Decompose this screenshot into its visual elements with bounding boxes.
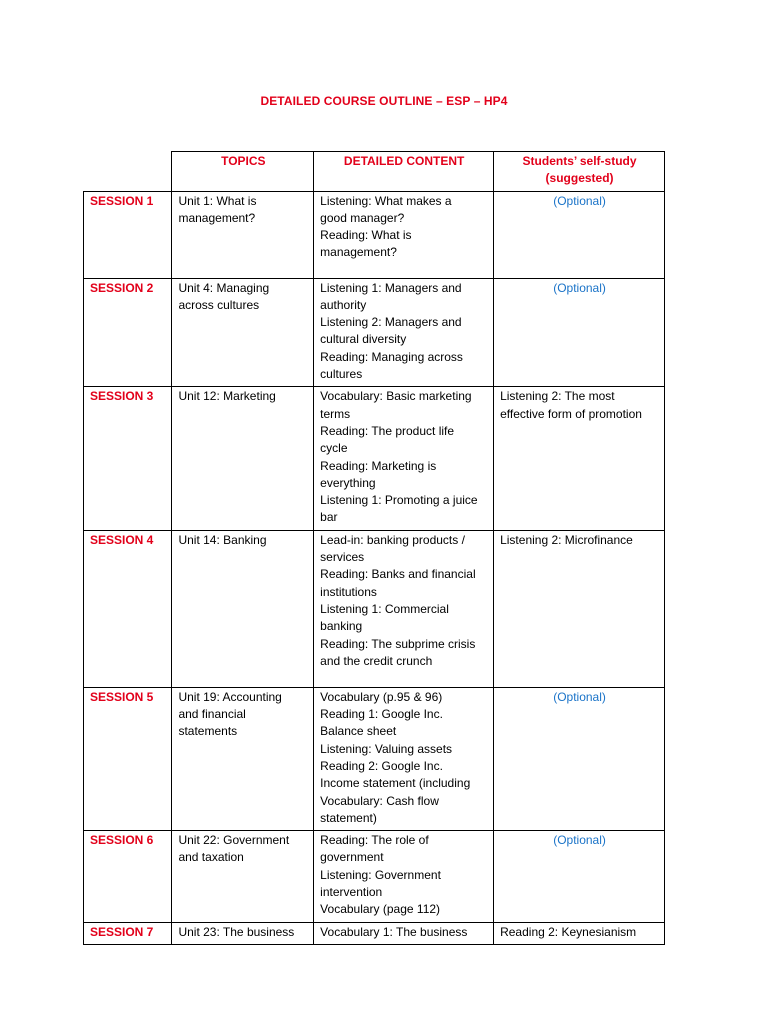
content-cell-line: Balance sheet xyxy=(320,724,397,739)
topic-cell-line: Unit 1: What is xyxy=(178,193,257,208)
content-cell-line: Reading: Managing across xyxy=(320,349,463,364)
table-row xyxy=(84,530,665,687)
topic-cell xyxy=(172,191,314,278)
content-cell-line: Listening 1: Promoting a juice xyxy=(320,493,478,508)
session-label: SESSION 7 xyxy=(84,922,172,944)
content-cell-line: management? xyxy=(320,245,397,260)
content-cell xyxy=(314,191,494,278)
content-cell xyxy=(314,530,494,687)
table-row xyxy=(84,387,665,530)
content-cell-line: Listening 2: Managers and xyxy=(320,315,462,330)
document-title: DETAILED COURSE OUTLINE – ESP – HP4 xyxy=(260,94,508,108)
content-cell-line: Vocabulary: Cash flow xyxy=(320,793,439,808)
content-cell-line: Reading: The subprime crisis xyxy=(320,636,476,651)
content-cell-line: Vocabulary: Basic marketing xyxy=(320,389,472,404)
self-study-cell-line: Listening 2: Microfinance xyxy=(500,532,633,547)
table-corner-cell xyxy=(84,152,172,192)
content-cell-line: Reading: Banks and financial xyxy=(320,567,476,582)
table-row xyxy=(84,687,665,830)
topic-cell-line: Unit 12: Marketing xyxy=(178,389,276,404)
topic-cell-line: statements xyxy=(178,724,238,739)
self-study-cell-line: (Optional) xyxy=(553,689,606,704)
self-study-cell-line: Listening 2: The most xyxy=(500,389,615,404)
content-cell-line: Reading: Marketing is xyxy=(320,458,437,473)
self-study-cell xyxy=(494,831,665,922)
topic-cell xyxy=(172,687,314,830)
self-study-cell xyxy=(494,687,665,830)
topic-cell xyxy=(172,530,314,687)
course-outline-table xyxy=(83,151,665,945)
header-topics: TOPICS xyxy=(172,152,314,192)
content-cell-line: institutions xyxy=(320,584,377,599)
self-study-cell xyxy=(494,387,665,530)
self-study-cell xyxy=(494,278,665,387)
topic-cell xyxy=(172,387,314,530)
topic-cell xyxy=(172,278,314,387)
content-cell-line: Reading: What is xyxy=(320,228,412,243)
topic-cell xyxy=(172,831,314,922)
topic-cell-line: Unit 4: Managing xyxy=(178,280,270,295)
topic-cell-line: Unit 22: Government xyxy=(178,833,290,848)
topic-cell xyxy=(172,922,314,944)
session-label: SESSION 3 xyxy=(84,387,172,530)
content-cell-line: Listening 1: Commercial xyxy=(320,601,449,616)
content-cell xyxy=(314,387,494,530)
session-label: SESSION 1 xyxy=(84,191,172,278)
header-self-study xyxy=(494,152,665,192)
content-cell-line: good manager? xyxy=(320,210,405,225)
self-study-cell-line: (Optional) xyxy=(553,193,606,208)
session-label: SESSION 6 xyxy=(84,831,172,922)
self-study-cell xyxy=(494,530,665,687)
content-cell-line: Reading: The product life xyxy=(320,423,455,438)
content-cell-line: Reading 2: Google Inc. xyxy=(320,758,443,773)
content-cell-line: Lead-in: banking products / xyxy=(320,532,465,547)
session-label: SESSION 5 xyxy=(84,687,172,830)
session-label: SESSION 2 xyxy=(84,278,172,387)
header-self-study-line2: (suggested) xyxy=(545,171,614,186)
session-label: SESSION 4 xyxy=(84,530,172,687)
content-cell-line: statement) xyxy=(320,810,377,825)
topic-cell-line: and taxation xyxy=(178,850,244,865)
content-cell-line: and the credit crunch xyxy=(320,653,433,668)
table-row xyxy=(84,831,665,922)
content-cell-line: Income statement (including xyxy=(320,776,471,791)
content-cell-line: cycle xyxy=(320,441,348,456)
topic-cell-line: and financial xyxy=(178,707,246,722)
content-cell-line: Reading: The role of xyxy=(320,833,429,848)
topic-cell-line: across cultures xyxy=(178,297,260,312)
content-cell-line: cultures xyxy=(320,367,363,382)
table-row xyxy=(84,191,665,278)
self-study-cell-line: (Optional) xyxy=(553,833,606,848)
content-cell-line: Reading 1: Google Inc. xyxy=(320,707,443,722)
content-cell xyxy=(314,922,494,944)
table-header-row xyxy=(84,152,665,192)
content-cell xyxy=(314,278,494,387)
content-cell-line: government xyxy=(320,850,384,865)
content-cell-line: terms xyxy=(320,406,351,421)
self-study-cell xyxy=(494,191,665,278)
topic-cell-line: Unit 23: The business xyxy=(178,924,295,939)
content-cell-line: Vocabulary (p.95 & 96) xyxy=(320,689,443,704)
content-cell-line: Listening: What makes a xyxy=(320,193,452,208)
content-cell-line: Vocabulary 1: The business xyxy=(320,924,468,939)
content-cell-line: Listening: Valuing assets xyxy=(320,741,453,756)
self-study-cell-line: (Optional) xyxy=(553,280,606,295)
self-study-cell-line: effective form of promotion xyxy=(500,406,642,421)
content-cell xyxy=(314,831,494,922)
content-cell-line: authority xyxy=(320,297,367,312)
content-cell-line: banking xyxy=(320,619,363,634)
content-cell-line: Vocabulary (page 112) xyxy=(320,902,441,917)
content-cell-line: intervention xyxy=(320,885,383,900)
table-row xyxy=(84,278,665,387)
content-cell-line: Listening 1: Managers and xyxy=(320,280,462,295)
header-detailed-content: DETAILED CONTENT xyxy=(314,152,494,192)
self-study-cell-line: Reading 2: Keynesianism xyxy=(500,924,637,939)
topic-cell-line: Unit 14: Banking xyxy=(178,532,267,547)
content-cell-line: bar xyxy=(320,510,338,525)
topic-cell-line: management? xyxy=(178,210,256,225)
content-cell-line: everything xyxy=(320,475,376,490)
header-self-study-line1: Students’ self-study xyxy=(522,154,637,168)
table-row xyxy=(84,922,665,944)
content-cell-line: cultural diversity xyxy=(320,332,407,347)
self-study-cell xyxy=(494,922,665,944)
topic-cell-line: Unit 19: Accounting xyxy=(178,689,282,704)
content-cell-line: services xyxy=(320,550,365,565)
content-cell-line: Listening: Government xyxy=(320,867,441,882)
content-cell xyxy=(314,687,494,830)
